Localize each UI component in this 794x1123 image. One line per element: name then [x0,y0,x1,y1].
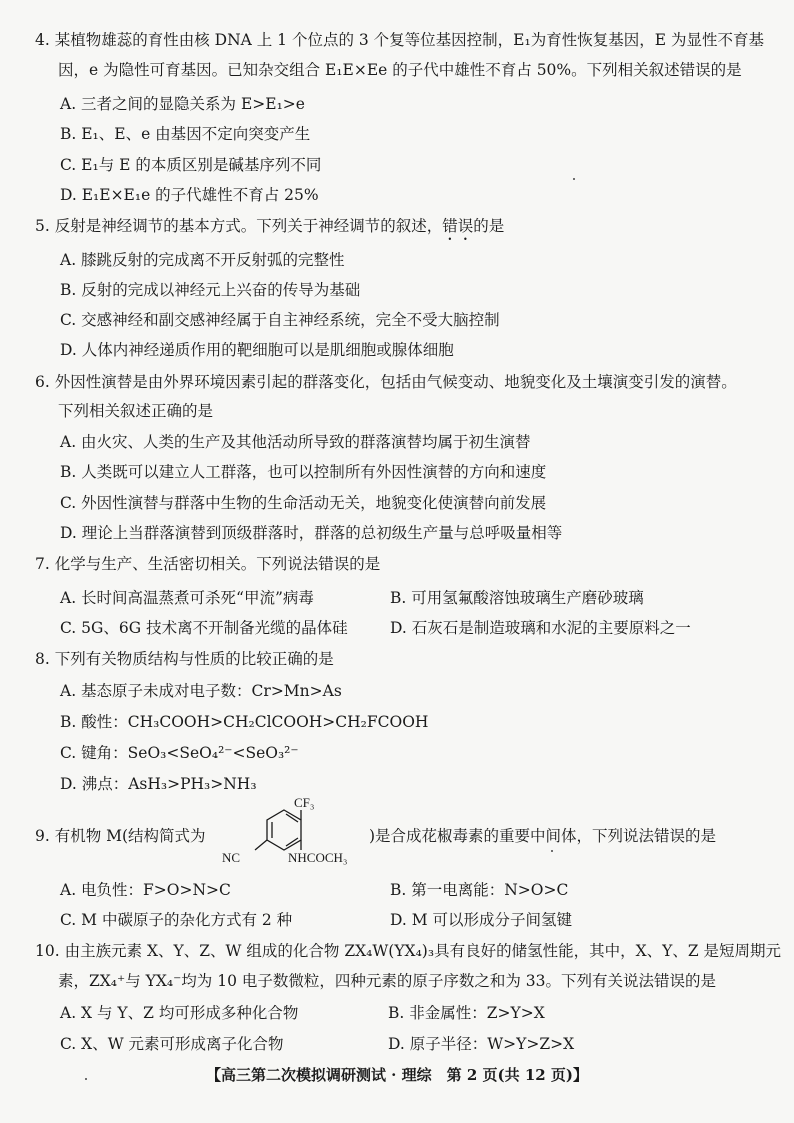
struct-label-right: NHCOCH₃ [288,850,348,865]
q4-option-d: D. E₁E×E₁e 的子代雄性不育占 25% [60,186,319,204]
q5-option-b: B. 反射的完成以神经元上兴奋的传导为基础 [60,281,361,299]
q6-stem-line2: 下列相关叙述正确的是 [58,402,214,420]
q10-stem-line1: 10. 由主族元素 X、Y、Z、W 组成的化合物 ZX₄W(YX₄)₃具有良好的储氢性能，其中，X、Y、Z 是短周期元 [35,942,782,960]
q7-option-d: D. 石灰石是制造玻璃和水泥的主要原料之一 [390,619,691,637]
q8-option-c: C. 键角：SeO₃<SeO₄²⁻<SeO₃²⁻ [60,744,299,762]
q5-stem-post: 的是 [473,217,505,235]
q9-option-b: B. 第一电离能：N>O>C [390,881,569,899]
q8-option-d: D. 沸点：AsH₃>PH₃>NH₃ [60,775,257,793]
q10-option-c: C. X、W 元素可形成离子化合物 [60,1035,284,1053]
q9-structure-diagram [210,790,385,870]
q7-option-b: B. 可用氢氟酸溶蚀玻璃生产磨砂玻璃 [390,589,644,607]
q6-option-b: B. 人类既可以建立人工群落，也可以控制所有外因性演替的方向和速度 [60,463,547,481]
q6-stem-line1: 6. 外因性演替是由外界环境因素引起的群落变化，包括由气候变动、地貌变化及土壤演变引发的演替。 [35,373,737,391]
q6-option-c: C. 外因性演替与群落中生物的生命活动无关，地貌变化使演替向前发展 [60,494,547,512]
q4-option-a: A. 三者之间的显隐关系为 E>E₁>e [60,95,305,113]
q10-option-d: D. 原子半径：W>Y>Z>X [388,1035,575,1053]
q4-stem-line2: 因，e 为隐性可育基因。已知杂交组合 E₁E×Ee 的子代中雄性不育占 50%。下列相关叙述错误的是 [58,61,742,79]
q7-option-c: C. 5G、6G 技术离不开制备光缆的晶体硅 [60,619,348,637]
q5-stem-emphasis: 错误 [442,217,474,235]
q10-option-b: B. 非金属性：Z>Y>X [388,1004,545,1022]
q5-option-c: C. 交感神经和副交感神经属于自主神经系统，完全不受大脑控制 [60,311,500,329]
scan-speck [573,178,575,180]
q8-option-a: A. 基态原子未成对电子数：Cr>Mn>As [60,682,342,700]
q5-option-a: A. 膝跳反射的完成离不开反射弧的完整性 [60,251,345,269]
page-footer: 【高三第二次模拟调研测试 · 理综 第 2 页(共 12 页)】 [205,1066,589,1084]
struct-label-left: NC [222,850,241,865]
q9-option-a: A. 电负性：F>O>N>C [60,881,231,899]
q10-option-a: A. X 与 Y、Z 均可形成多种化合物 [60,1004,299,1022]
q5-option-d: D. 人体内神经递质作用的靶细胞可以是肌细胞或腺体细胞 [60,341,454,359]
q5-stem [35,216,504,244]
benzene-ring [255,810,301,850]
q7-stem: 7. 化学与生产、生活密切相关。下列说法错误的是 [35,555,381,573]
q4-option-b: B. E₁、E、e 由基因不定向突变产生 [60,125,311,143]
q8-option-b: B. 酸性：CH₃COOH>CH₂ClCOOH>CH₂FCOOH [60,713,429,731]
struct-label-top: CF₃ [294,795,315,810]
q6-option-a: A. 由火灾、人类的生产及其他活动所导致的群落演替均属于初生演替 [60,433,531,451]
q4-stem-line1: 4. 某植物雄蕊的育性由核 DNA 上 1 个位点的 3 个复等位基因控制，E₁为育性恢复基因，E 为显性不育基 [35,31,764,49]
bond-cn [255,840,267,850]
scan-speck [85,1078,87,1080]
q10-stem-line2: 素，ZX₄⁺与 YX₄⁻均为 10 电子数微粒，四种元素的原子序数之和为 33。下列有关说法错误的是 [58,972,717,990]
q7-option-a: A. 长时间高温蒸煮可杀死“甲流”病毒 [60,589,314,607]
q4-option-c: C. E₁与 E 的本质区别是碱基序列不同 [60,156,322,174]
q5-stem-pre: 5. 反射是神经调节的基本方式。下列关于神经调节的叙述， [35,217,443,235]
scan-speck [551,850,553,852]
q9-option-d: D. M 可以形成分子间氢键 [390,911,573,929]
q8-stem: 8. 下列有关物质结构与性质的比较正确的是 [35,650,334,668]
q6-option-d: D. 理论上当群落演替到顶级群落时，群落的总初级生产量与总呼吸量相等 [60,524,563,542]
q9-stem-post: )是合成花椒毒素的重要中间体，下列说法错误的是 [369,827,717,845]
q9-stem-pre: 9. 有机物 M(结构简式为 [35,827,206,845]
q9-option-c: C. M 中碳原子的杂化方式有 2 种 [60,911,293,929]
